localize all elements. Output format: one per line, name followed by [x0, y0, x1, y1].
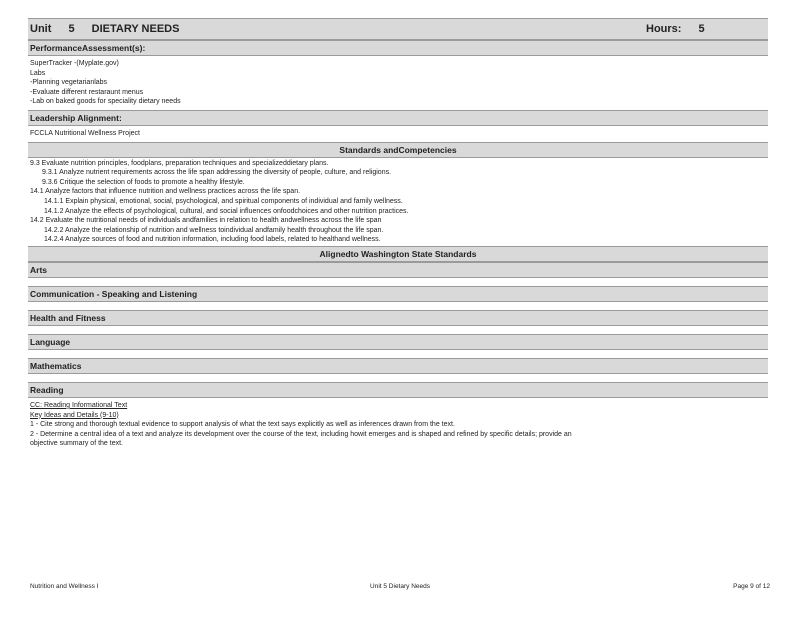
- document-page: [28, 18, 768, 452]
- reading-line: objective summary of the text.: [30, 440, 123, 448]
- unit-title-bar: [28, 18, 768, 40]
- section-arts: Arts: [28, 262, 768, 278]
- section-language: Language: [28, 334, 768, 350]
- section-mathematics: Mathematics: [28, 358, 768, 374]
- perf-line: -Evaluate different restaraunt menus: [30, 88, 144, 96]
- hours-value: 5: [698, 23, 705, 35]
- section-communication: Communication - Speaking and Listening: [28, 286, 768, 302]
- standards-body: [28, 158, 768, 246]
- unit-label: Unit: [30, 23, 52, 35]
- footer-unit: Unit 5 Dietary Needs: [370, 583, 430, 590]
- reading-body: [28, 398, 768, 452]
- standard-line: 14.1.1 Explain physical, emotional, social, psychological, and spiritual components of individual and family wellness.: [44, 197, 403, 205]
- footer-page-number: Page 9 of 12: [733, 583, 771, 590]
- perf-line: SuperTracker -(Myplate.gov): [30, 60, 119, 67]
- standards-heading: Standards andCompetencies: [28, 142, 768, 158]
- leadership-body: [28, 126, 768, 142]
- section-reading: Reading: [28, 382, 768, 398]
- standard-line: 14.2.4 Analyze sources of food and nutrition information, including food labels, related to healthand wellness.: [44, 236, 381, 244]
- page-footer: [30, 583, 770, 590]
- perf-line: Labs: [30, 69, 46, 77]
- unit-number: 5: [68, 23, 75, 35]
- standard-line: 9.3 Evaluate nutrition principles, foodplans, preparation techniques and specializeddietary plans.: [30, 159, 329, 167]
- standard-line: 14.2 Evaluate the nutritional needs of individuals andfamilies in relation to health andwellness across the life span: [30, 217, 382, 225]
- aligned-heading: Alignedto Washington State Standards: [28, 246, 768, 262]
- reading-key-ideas: Key Ideas and Details (9-10): [30, 411, 119, 419]
- performance-heading: PerformanceAssessment(s):: [28, 40, 768, 56]
- reading-cc: CC: Reading Informational Text: [30, 401, 128, 409]
- section-health-fitness: Health and Fitness: [28, 310, 768, 326]
- performance-body: [28, 56, 768, 110]
- standard-line: 14.1 Analyze factors that influence nutrition and wellness practices across the life span.: [30, 188, 301, 196]
- hours-label: Hours:: [646, 23, 682, 35]
- perf-line: -Lab on baked goods for speciality dietary needs: [30, 98, 181, 106]
- standard-line: 14.2.2 Analyze the relationship of nutrition and wellness toindividual andfamily health throughout the life span.: [44, 226, 384, 234]
- unit-title: DIETARY NEEDS: [91, 23, 180, 35]
- perf-line: -Planning vegetarianlabs: [30, 79, 108, 87]
- leadership-line: FCCLA Nutritional Wellness Project: [30, 129, 140, 137]
- reading-line: 1 - Cite strong and thorough textual evidence to support analysis of what the text says explicitly as well as inferences drawn from the text.: [30, 421, 455, 429]
- standard-line: 14.1.2 Analyze the effects of psychological, cultural, and social influences onfoodchoices and other nutrition practices.: [44, 207, 409, 215]
- reading-line: 2 - Determine a central idea of a text and analyze its development over the course of the text, including howit emerges and is shaped and refined by specific details; provide an: [30, 430, 572, 438]
- leadership-heading: Leadership Alignment:: [28, 110, 768, 126]
- standard-line: 9.3.6 Critique the selection of foods to promote a healthy lifestyle.: [42, 178, 245, 186]
- footer-course: Nutrition and Wellness I: [30, 583, 99, 590]
- standard-line: 9.3.1 Analyze nutrient requirements across the life span addressing the diversity of people, culture, and religions.: [42, 169, 392, 177]
